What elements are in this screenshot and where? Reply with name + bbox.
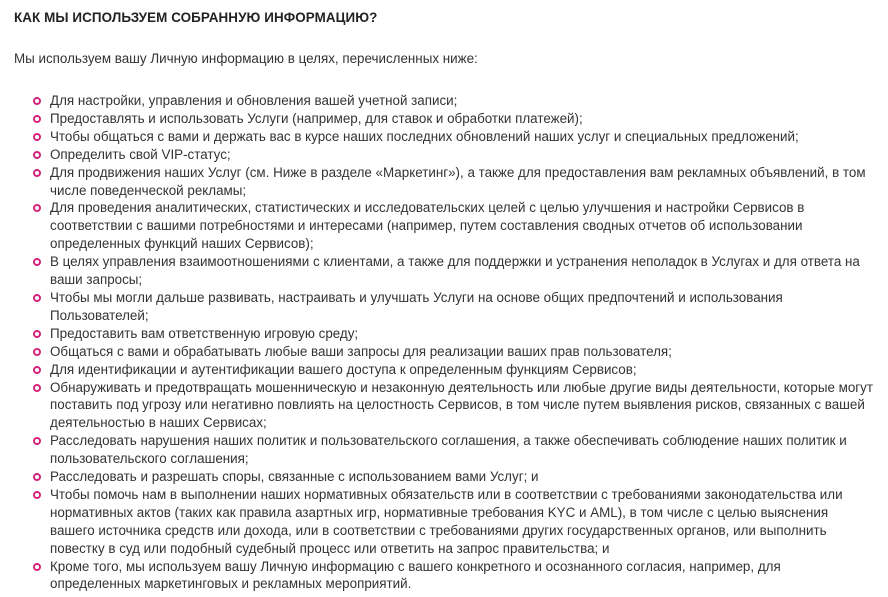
circle-bullet-icon xyxy=(33,258,41,266)
list-item-text: Обнаруживать и предотвращать мошенническую и незаконную деятельность или любые другие виды деятельности, которые могут поставить под угрозу или негативно повлиять на целостность Сервисов, в том числе путем выявления рисков, связанных с вашей деятельностью в наших Сервисах; xyxy=(50,379,873,431)
list-item xyxy=(14,164,874,200)
list-item xyxy=(14,343,874,361)
list-item-text: Для настройки, управления и обновления вашей учетной записи; xyxy=(50,93,458,108)
list-item-text: Кроме того, мы используем вашу Личную информацию с вашего конкретного и осознанного согласия, например, для определенных маркетинговых и рекламных мероприятий. xyxy=(50,558,781,592)
section-intro: Мы используем вашу Личную информацию в целях, перечисленных ниже: xyxy=(14,51,478,66)
list-item-text: Расследовать нарушения наших политик и пользовательского соглашения, а также обеспечивать соблюдение наших политик и пользовательского соглашения; xyxy=(50,433,847,467)
list-item-text: Чтобы общаться с вами и держать вас в курсе наших последних обновлений наших услуг и специальных предложений; xyxy=(50,128,799,144)
circle-bullet-icon xyxy=(33,491,41,499)
list-item xyxy=(14,146,874,164)
list-item xyxy=(14,361,874,379)
list-item xyxy=(14,289,874,325)
circle-bullet-icon xyxy=(33,348,41,356)
circle-bullet-icon xyxy=(33,97,41,105)
circle-bullet-icon xyxy=(33,204,41,212)
circle-bullet-icon xyxy=(33,115,41,123)
list-item xyxy=(14,558,874,594)
list-item-text: Расследовать и разрешать споры, связанные с использованием вами Услуг; и xyxy=(50,469,539,485)
list-item-text: Предоставить вам ответственную игровую среду; xyxy=(50,325,359,341)
list-item xyxy=(14,128,874,146)
usage-purposes-list xyxy=(14,92,874,593)
list-item-text: В целях управления взаимоотношениями с клиентами, а также для поддержки и устранения неполадок в Услугах и для ответа на ваши запросы; xyxy=(50,254,860,288)
circle-bullet-icon xyxy=(33,473,41,481)
list-item xyxy=(14,379,874,433)
circle-bullet-icon xyxy=(33,151,41,159)
section-title: КАК МЫ ИСПОЛЬЗУЕМ СОБРАННУЮ ИНФОРМАЦИЮ? xyxy=(14,10,378,25)
list-item xyxy=(14,486,874,558)
list-item xyxy=(14,325,874,343)
list-item-text: Чтобы мы могли дальше развивать, настраивать и улучшать Услуги на основе общих предпочтений и использования Пользователей; xyxy=(50,289,783,323)
list-item-text: Предоставлять и использовать Услуги (например, для ставок и обработки платежей); xyxy=(50,110,583,126)
list-item xyxy=(14,468,874,486)
circle-bullet-icon xyxy=(33,366,41,374)
list-item xyxy=(14,110,874,128)
list-item xyxy=(14,253,874,289)
list-item-text: Для продвижения наших Услуг (см. Ниже в разделе «Маркетинг»), а также для предоставления вам рекламных объявлений, в том числе поведенческой рекламы; xyxy=(50,164,866,198)
circle-bullet-icon xyxy=(33,384,41,392)
circle-bullet-icon xyxy=(33,133,41,141)
list-item-text: Общаться с вами и обрабатывать любые ваши запросы для реализации ваших прав пользователя; xyxy=(50,343,672,359)
circle-bullet-icon xyxy=(33,563,41,571)
list-item xyxy=(14,432,874,468)
list-item-text: Чтобы помочь нам в выполнении наших нормативных обязательств или в соответствии с требованиями законодательства или нормативных актов (таких как правила азартных игр, нормативные требования KYC и AML), в том числе с целью выяснения вашего источника средств или дохода, или в соответствии с требованиями других государственных органов, или выполнить повестку в суд или подобный судебный процесс или ответить на запрос правительства; и xyxy=(50,486,843,556)
list-item-text: Определить свой VIP-статус; xyxy=(50,146,231,162)
circle-bullet-icon xyxy=(33,330,41,338)
list-item xyxy=(14,199,874,253)
list-item-text: Для проведения аналитических, статистических и исследовательских целей с целью улучшения и настройки Сервисов в соответствии с вашими потребностями и интересами (например, путем составления сводных отчетов об использовании определенных функций наших Сервисов); xyxy=(50,200,805,252)
circle-bullet-icon xyxy=(33,169,41,177)
list-item-text: Для идентификации и аутентификации вашего доступа к определенным функциям Сервисов; xyxy=(50,361,637,377)
circle-bullet-icon xyxy=(33,294,41,302)
circle-bullet-icon xyxy=(33,437,41,445)
list-item xyxy=(14,92,874,110)
